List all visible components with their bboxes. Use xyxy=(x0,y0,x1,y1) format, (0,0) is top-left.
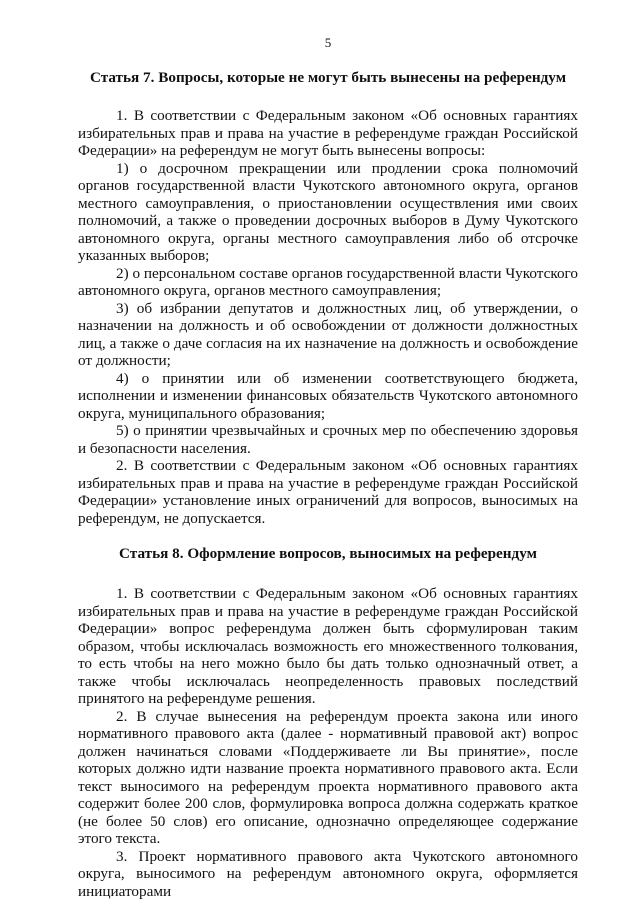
article-7-paragraph: 1. В соответствии с Федеральным законом «Об основных гарантиях избирательных прав и права на участие в референдуме граждан Российской Федерации» на референдум не могут быть вынесены вопросы: xyxy=(78,107,578,159)
article-8-paragraph: 3. Проект нормативного правового акта Чукотского автономного округа, выносимого на референдум автономного округа, оформляется инициаторами xyxy=(78,847,578,900)
article-7-paragraph: 1) о досрочном прекращении или продлении срока полномочий органов государственной власти Чукотского автономного округа, органов местного самоуправления, о приостановлении осуществления ими своих полномочий, а также о проведении досрочных выборов в Думу Чукотского автономного округа, органы местного самоуправления либо об отсрочке указанных выборов; xyxy=(78,159,578,264)
article-7-body xyxy=(78,107,578,527)
article-8-paragraph: 2. В случае вынесения на референдум проекта закона или иного нормативного правового акта (далее - нормативный правовой акт) вопрос должен начинаться словами «Поддерживаете ли Вы принятие», после которых должно идти название проекта нормативного правового акта. Если текст выносимого на референдум проекта нормативного правового акта содержит более 200 слов, формулировка вопроса должна содержать краткое (не более 50 слов) его описание, однозначно определяющее содержание этого текста. xyxy=(78,707,578,847)
article-8-title: Статья 8. Оформление вопросов, выносимых на референдум xyxy=(119,545,537,562)
article-7-paragraph: 5) о принятии чрезвычайных и срочных мер по обеспечению здоровья и безопасности населения. xyxy=(78,422,578,457)
article-7-paragraph: 2. В соответствии с Федеральным законом «Об основных гарантиях избирательных прав и права на участие в референдуме граждан Российской Федерации» установление иных ограничений для вопросов, выносимых на референдум, не допускается. xyxy=(78,457,578,527)
page-number: 5 xyxy=(324,35,332,50)
article-7-paragraph: 4) о принятии или об изменении соответствующего бюджета, исполнении и изменении финансовых обязательств Чукотского автономного округа, муниципального образования; xyxy=(78,369,578,422)
article-7-paragraph: 3) об избрании депутатов и должностных лиц, об утверждении, о назначении на должность и об освобождении от должности должностных лиц, а также о даче согласия на их назначение на должность и освобождение от должности; xyxy=(78,299,578,369)
article-8-paragraph: 1. В соответствии с Федеральным законом «Об основных гарантиях избирательных прав и права на участие в референдуме граждан Российской Федерации» вопрос референдума должен быть сформулирован таким образом, чтобы исключалась возможность его множественного толкования, то есть чтобы на него можно было бы дать только однозначный ответ, а также чтобы исключалась неопределенность правовых последствий принятого на референдуме решения. xyxy=(78,585,578,707)
article-8-body xyxy=(78,585,578,900)
article-7-paragraph: 2) о персональном составе органов государственной власти Чукотского автономного округа, органов местного самоуправления; xyxy=(78,264,578,299)
article-7-title: Статья 7. Вопросы, которые не могут быть вынесены на референдум xyxy=(89,69,567,86)
